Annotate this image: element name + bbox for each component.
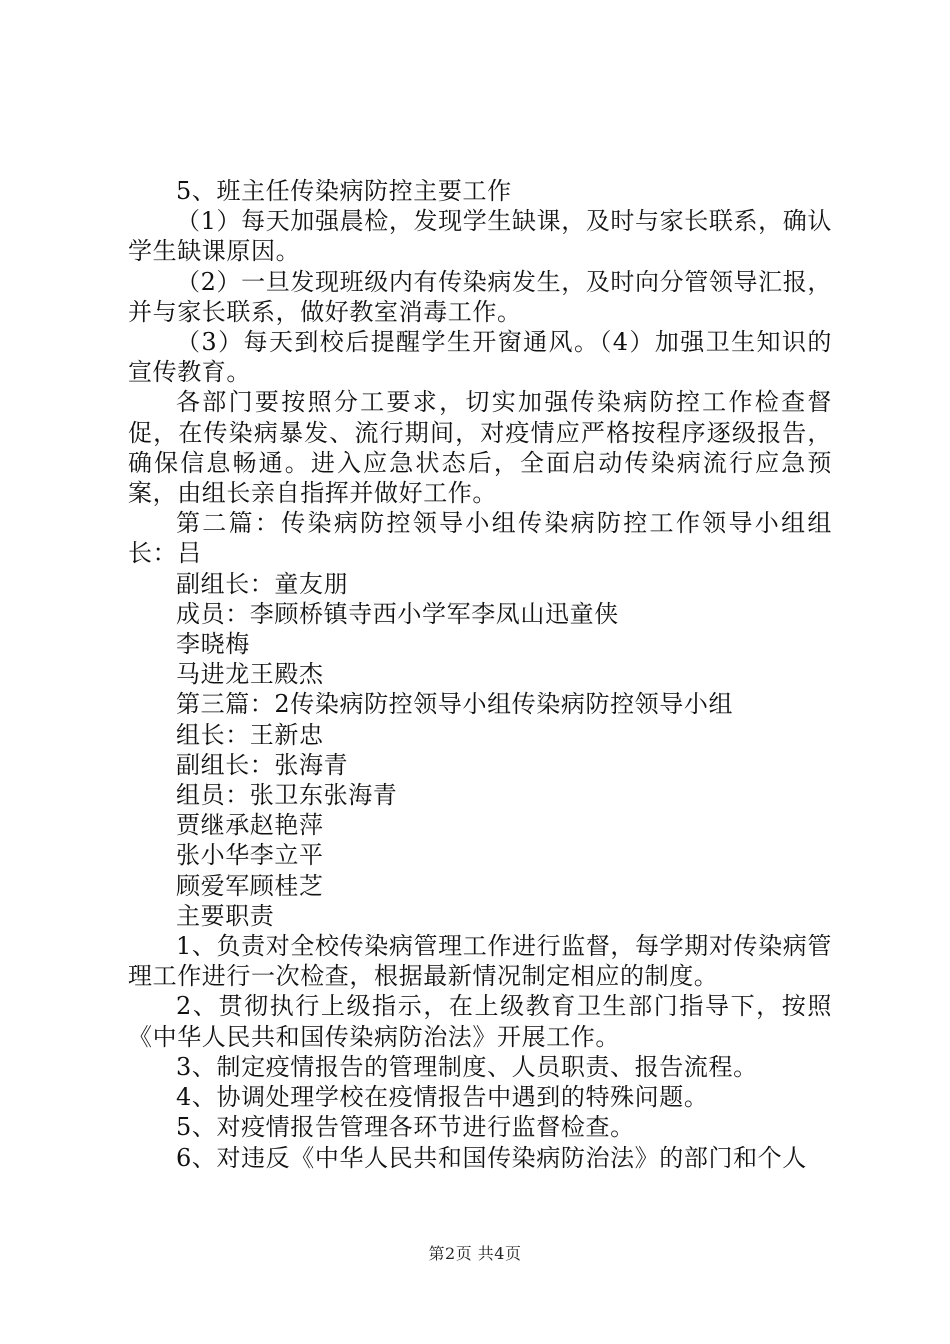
paragraph-item-2: （2）一旦发现班级内有传染病发生，及时向分管领导汇报，并与家长联系，做好教室消毒工作。 <box>128 267 832 326</box>
group-members-line-3: 张小华李立平 <box>176 841 324 870</box>
paragraph-item-1: （1）每天加强晨检，发现学生缺课，及时与家长联系，确认学生缺课原因。 <box>128 207 832 266</box>
duty-item-6: 6、对违反《中华人民共和国传染病防治法》的部门和个人 <box>176 1143 807 1172</box>
duty-item-2: 2、贯彻执行上级指示，在上级教育卫生部门指导下，按照《中华人民共和国传染病防治法》开展工作。 <box>128 992 832 1051</box>
duty-item-4: 4、协调处理学校在疫情报告中遇到的特殊问题。 <box>176 1083 709 1112</box>
section-heading-part-three: 第三篇：2传染病防控领导小组传染病防控领导小组 <box>176 690 734 719</box>
group-members-line: 组员：张卫东张海青 <box>176 781 398 810</box>
vice-leader-line-2: 副组长：张海青 <box>176 750 349 779</box>
duty-item-5: 5、对疫情报告管理各环节进行监督检查。 <box>176 1113 635 1142</box>
members-line-2: 李晓梅 <box>176 630 250 659</box>
page-number-footer: 第2页 共4页 <box>428 1244 522 1263</box>
main-duties-heading: 主要职责 <box>176 901 275 930</box>
group-members-line-2: 贾继承赵艳萍 <box>176 811 324 840</box>
duty-item-3: 3、制定疫情报告的管理制度、人员职责、报告流程。 <box>176 1052 758 1081</box>
paragraph-item-3-4: （3）每天到校后提醒学生开窗通风。（4）加强卫生知识的宣传教育。 <box>128 328 832 387</box>
section-heading-part-two: 第二篇：传染病防控领导小组传染病防控工作领导小组组长：吕 <box>128 509 832 568</box>
group-members-line-4: 顾爱军顾桂芝 <box>176 871 324 900</box>
leader-line: 组长：王新忠 <box>176 720 324 749</box>
paragraph-departments: 各部门要按照分工要求，切实加强传染病防控工作检查督促，在传染病暴发、流行期间，对疫情应严格按程序逐级报告，确保信息畅通。进入应急状态后，全面启动传染病流行应急预案，由组长亲自指挥并做好工作。 <box>128 388 832 508</box>
vice-leader-line: 副组长：童友朋 <box>176 569 349 598</box>
document-body <box>128 176 832 1173</box>
section-heading-class-teacher: 5、班主任传染病防控主要工作 <box>176 177 512 205</box>
duty-item-1: 1、负责对全校传染病管理工作进行监督，每学期对传染病管理工作进行一次检查，根据最新情况制定相应的制度。 <box>128 932 832 991</box>
members-line-3: 马进龙王殿杰 <box>176 660 324 689</box>
members-line: 成员：李顾桥镇寺西小学军李凤山迅童侠 <box>176 599 619 628</box>
